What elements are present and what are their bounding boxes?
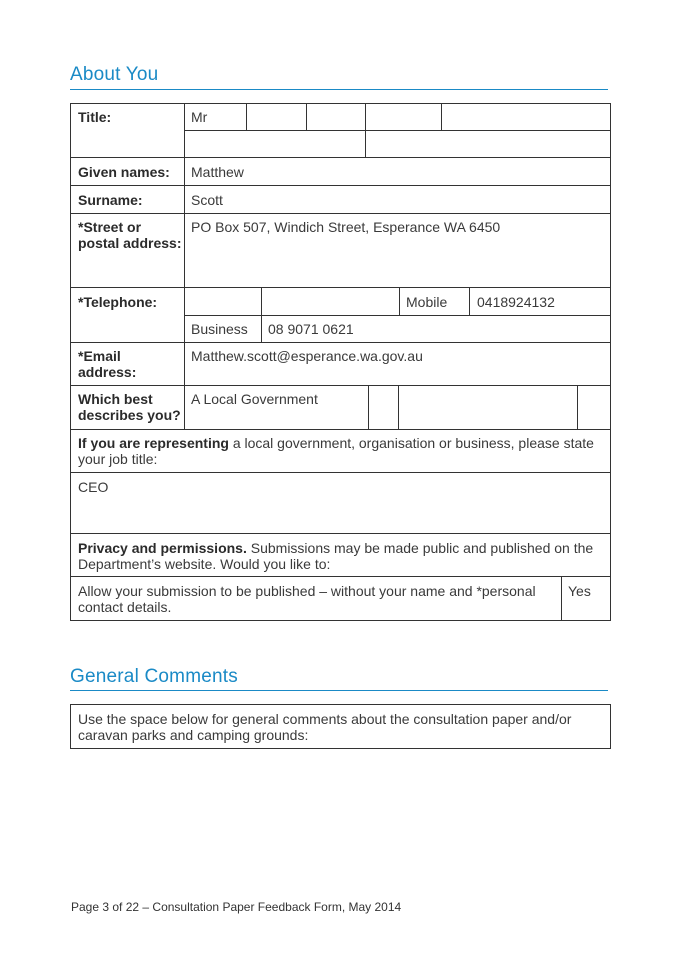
cell-divider [577,385,578,429]
row-divider [70,429,611,430]
given-names-label: Given names: [78,164,170,180]
row-divider [70,576,611,577]
row-divider [184,315,610,316]
publish-line2: contact details. [78,599,172,615]
row-divider [70,385,611,386]
cell-divider [246,103,247,130]
given-names-value[interactable]: Matthew [191,164,244,180]
cell-divider [368,385,369,429]
business-value[interactable]: 08 9071 0621 [268,321,354,337]
email-label-line1: *Email [78,348,121,364]
describes-label-line1: Which best [78,391,153,407]
describes-value[interactable]: A Local Government [191,391,318,407]
row-divider [70,472,611,473]
address-label-line1: *Street or [78,219,142,235]
surname-label: Surname: [78,192,143,208]
publish-answer[interactable]: Yes [568,583,591,599]
row-divider [184,130,610,131]
page-footer: Page 3 of 22 – Consultation Paper Feedback Form, May 2014 [71,900,402,914]
cell-divider [399,287,400,315]
job-title-value[interactable]: CEO [78,479,109,495]
cell-divider [561,576,562,621]
cell-divider [261,287,262,342]
business-label: Business [191,321,248,337]
row-divider [70,342,611,343]
privacy-line2: Department’s website. Would you like to: [78,556,331,572]
title-label: Title: [78,109,112,125]
representing-line2: your job title: [78,451,158,467]
privacy-line1 [78,540,604,556]
row-divider [70,185,611,186]
title-value[interactable]: Mr [191,109,208,125]
row-divider [70,213,611,214]
representing-rest: a local government, organisation or business, please state [228,435,594,451]
comments-instructions-line2: caravan parks and camping grounds: [78,727,309,743]
representing-line1 [78,435,604,451]
surname-value[interactable]: Scott [191,192,223,208]
heading-rule [70,89,608,90]
describes-label-line2: describes you? [78,407,181,423]
cell-divider [306,103,307,130]
row-divider [70,287,611,288]
cell-divider [469,287,470,315]
general-comments-heading: General Comments [70,666,238,687]
mobile-label: Mobile [406,294,448,310]
about-you-heading: About You [70,64,159,85]
publish-line1: Allow your submission to be published – without your name and *personal [78,583,536,599]
mobile-value[interactable]: 0418924132 [477,294,555,310]
representing-bold: If you are representing [78,435,229,451]
email-value[interactable]: Matthew.scott@esperance.wa.gov.au [191,348,423,364]
address-label-line2: postal address: [78,235,182,251]
email-label-line2: address: [78,364,137,380]
address-value[interactable]: PO Box 507, Windich Street, Esperance WA 6450 [191,219,501,235]
row-divider [70,533,611,534]
privacy-rest: Submissions may be made public and published on the [246,540,594,556]
row-divider [70,157,611,158]
telephone-label: *Telephone: [78,294,158,310]
label-column-divider [184,103,185,429]
privacy-bold: Privacy and permissions. [78,540,247,556]
comments-instructions-line1: Use the space below for general comments about the consultation paper and/or [78,711,572,727]
cell-divider [398,385,399,429]
heading-rule [70,690,608,691]
cell-divider [365,103,366,157]
cell-divider [441,103,442,130]
